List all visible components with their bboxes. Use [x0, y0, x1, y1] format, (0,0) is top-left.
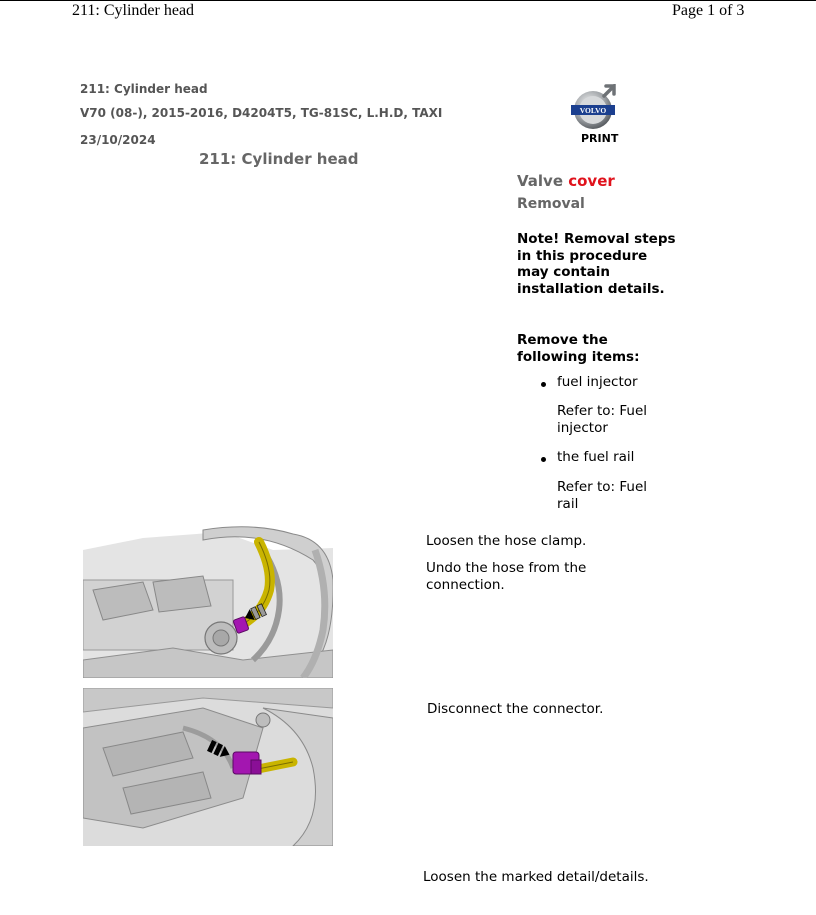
document-title: 211: Cylinder head — [199, 150, 359, 168]
section-title-highlight: cover — [568, 172, 615, 190]
header-title: 211: Cylinder head — [72, 2, 195, 19]
removal-note: Note! Removal steps in this procedure may contain installation details. — [517, 231, 676, 297]
reference-link[interactable]: Refer to: Fuel injector — [557, 403, 648, 436]
meta-section: 211: Cylinder head — [80, 82, 208, 96]
print-button[interactable]: PRINT — [581, 132, 619, 145]
logo-wordmark: VOLVO — [579, 106, 607, 115]
list-item — [543, 449, 634, 465]
list-item-label: the fuel rail — [557, 449, 635, 465]
meta-date: 23/10/2024 — [80, 133, 156, 147]
step-instruction: Loosen the hose clamp. — [426, 533, 587, 549]
meta-vehicle: V70 (08-), 2015-2016, D4204T5, TG-81SC, L.H.D, TAXI — [80, 106, 443, 120]
connector-figure — [83, 688, 333, 846]
step-instruction: Loosen the marked detail/details. — [423, 869, 649, 885]
list-item-label: fuel injector — [557, 374, 638, 390]
section-title-main: Valve — [517, 172, 569, 190]
reference-link[interactable]: Refer to: Fuel rail — [557, 479, 648, 512]
page-number: Page 1 of 3 — [672, 2, 745, 19]
hose-clamp-figure — [83, 520, 333, 678]
remove-items-heading: Remove the following items: — [517, 332, 640, 365]
section-subtitle: Removal — [517, 196, 585, 212]
step-instruction: Undo the hose from the connection. — [426, 560, 587, 593]
list-item — [543, 374, 638, 390]
header-rule — [0, 0, 816, 1]
step-instruction: Disconnect the connector. — [427, 701, 604, 717]
volvo-logo-icon[interactable] — [570, 84, 618, 132]
section-title — [517, 172, 615, 190]
